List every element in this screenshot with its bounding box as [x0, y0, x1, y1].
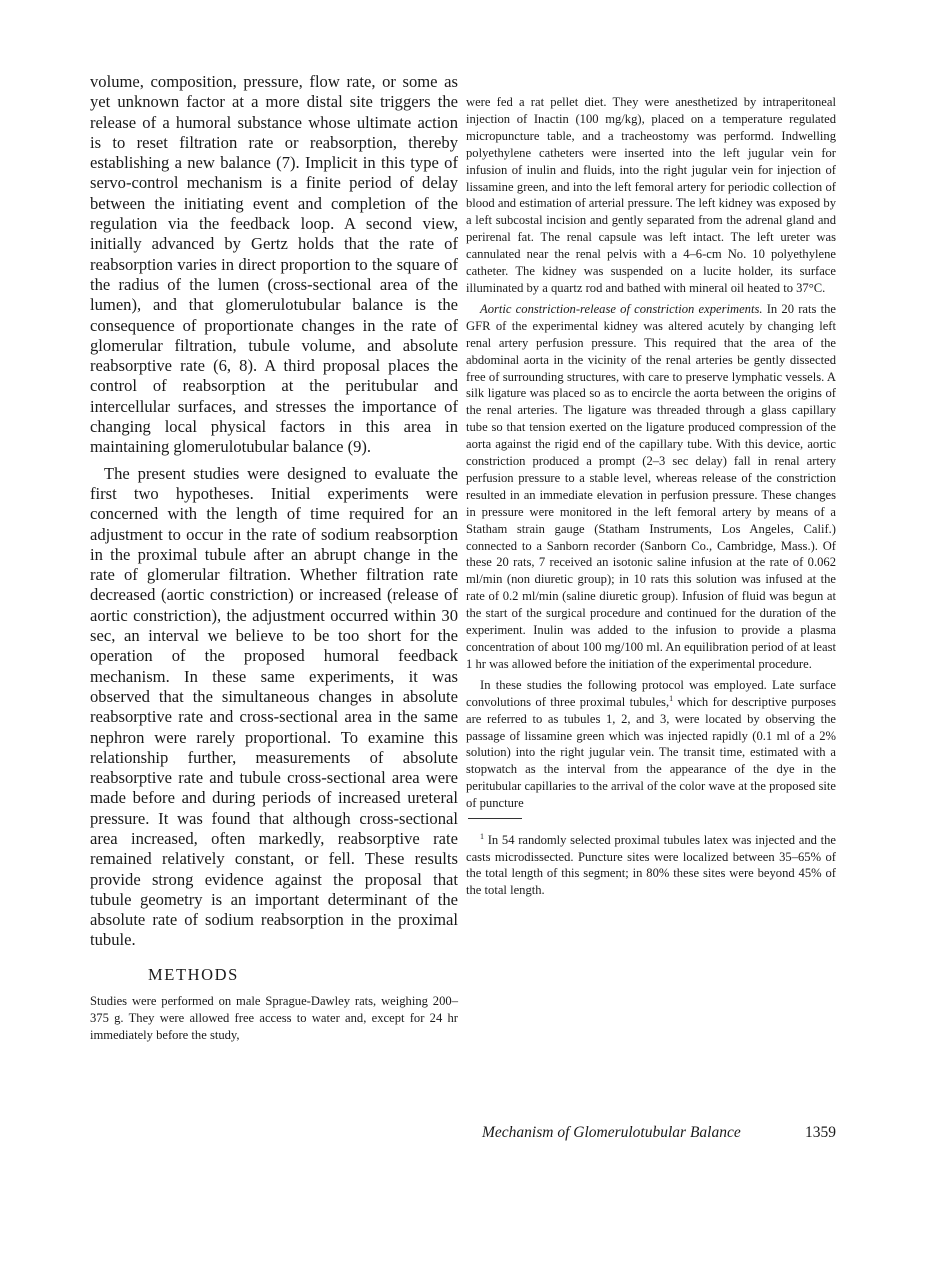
paragraph-protocol: In these studies the following protocol was employed. Late surface convolutions of three proximal tubules,$^1$ which for descriptive purposes are referred to as tubules 1, 2, and 3, were located by observing the passage of lissamine green which was injected rapidly (0.1 ml of a 2% solution) into the right jugular vein. The transit time, estimated with a stopwatch as the interval from the appearance of the dye in the peritubular capillaries to the arrival of the color wave at the proposed site of puncture [466, 677, 836, 811]
right-column [466, 94, 836, 912]
paragraph-aortic-body: In 20 rats the GFR of the experimental kidney was altered acutely by changing left renal artery perfusion pressure. This required that the area of the abdominal aorta in the vicinity of the renal arteries be gently dissected free of surrounding structures, with care to preserve lymphatic vessels. A silk ligature was placed so as to encircle the aorta between the origins of the renal arteries. The ligature was threaded through a glass capillary tube so that tension exerted on the ligature produced compression of the aorta against the rigid end of the capillary tube. With this device, aortic constriction produced a prompt (2–3 sec delay) fall in renal artery perfusion pressure to a stable level, whereas release of the constriction resulted in an immediate elevation in perfusion pressure. These changes in pressure were monitored in the left femoral artery by means of a Statham strain gauge (Statham Instruments, Los Angeles, Calif.) connected to a Sanborn recorder (Sanborn Co., Cambridge, Mass.). Of these 20 rats, 7 received an isotonic saline infusion at the rate of 0.062 ml/min (non diuretic group); in 10 rats this solution was infused at the rate of 0.2 ml/min (saline diuretic group). Infusion of fluid was begun at the start of the surgical procedure and continued for the duration of the experiment. Inulin was added to the infusion to provide a plasma concentration of about 100 mg/100 ml. An equilibration period of at least 1 hr was allowed before the initiation of the experimental procedure. [466, 301, 836, 671]
paragraph-present-studies: The present studies were designed to evaluate the first two hypotheses. Initial experiments were concerned with the length of time required for an adjustment to occur in the rate of sodium reabsorption in the proximal tubule after an abrupt change in the rate of glomerular filtration. Whether filtration rate decreased (aortic constriction) or increased (release of aortic constriction), the adjustment occurred within 30 sec, an interval we believe to be too short for the operation of the proposed humoral feedback mechanism. In these same experiments, it was observed that the simultaneous changes in absolute reabsorptive rate and cross-sectional area in the same nephron were rarely proportional. To examine this relationship further, measurements of absolute reabsorptive rate and tubule cross-sectional area were made before and during periods of increased ureteral pressure. It was found that although cross-sectional area increased, often markedly, reabsorptive rate remained relatively constant, or fell. These results provide strong evidence against the proposal that tubule geometry is an important determinant of the absolute rate of sodium reabsorption in the proximal tubule. [90, 463, 458, 950]
footnote-reference: 1 [669, 693, 674, 703]
run-in-heading: Aortic constriction-release of constriction experiments. [480, 301, 763, 316]
paragraph-methods-start: Studies were performed on male Sprague-Dawley rats, weighing 200–375 g. They were allowed free access to water and, except for 24 hr immediately before the study, [90, 993, 458, 1042]
running-title: Mechanism of Glomerulotubular Balance [482, 1124, 741, 1141]
paragraph-intro-continued: volume, composition, pressure, flow rate, or some as yet unknown factor at a more distal site triggers the release of a humoral substance whose ultimate action is to reset filtration rate or reabsorption, thereby establishing a new balance (7). Implicit in this type of servo-control mechanism is a finite period of delay between the initiating event and completion of the regulation via the feedback loop. A second view, initially advanced by Gertz holds that the rate of reabsorption varies in direct proportion to the square of the radius of the lumen (cross-sectional area of the lumen), and that glomerulotubular balance is the consequence of proportionate changes in the rate of glomerular filtration, tubule volume, and absolute reabsorptive rate (6, 8). A third proposal places the control of reabsorption at the peritubular and intercellular surfaces, and stresses the importance of changing local physical factors in this area in maintaining glomerulotubular balance (9). [90, 72, 458, 457]
left-column [90, 72, 458, 1043]
page-number: 1359 [805, 1124, 836, 1141]
paragraph-aortic-constriction [466, 301, 836, 673]
paragraph-methods-continued: were fed a rat pellet diet. They were anesthetized by intraperitoneal injection of Inactin (100 mg/kg), placed on a temperature regulated micropuncture table, and a tracheostomy was performd. Indwelling polyethylene catheters were inserted into the left jugular vein for infusion of inulin and fluids, into the right jugular vein for injection of lissamine green, and into the left femoral artery for periodic collection of blood and estimation of arterial pressure. The left kidney was exposed by a left subcostal incision and gently separated from the adrenal gland and perirenal fat. The renal capsule was left intact. The left ureter was cannulated near the renal pelvis with a 4–6-cm No. 10 polyethylene catheter. The kidney was suspended on a lucite holder, its surface illuminated by a quartz rod and bathed with mineral oil heated to 37°C. [466, 95, 836, 295]
footnote [466, 832, 836, 900]
body-text-left [90, 72, 458, 951]
footnote-marker: 1 [480, 831, 484, 841]
footnote-text: In 54 randomly selected proximal tubules latex was injected and the casts microdissected. Puncture sites were localized between 35–65% of the total length of this segment; in 80% these sites were beyond 45% of the total length. [466, 832, 836, 898]
page-footer [482, 1124, 836, 1142]
body-text-right [466, 94, 836, 812]
footnote-divider [468, 818, 522, 819]
section-heading-methods: METHODS [148, 964, 239, 984]
